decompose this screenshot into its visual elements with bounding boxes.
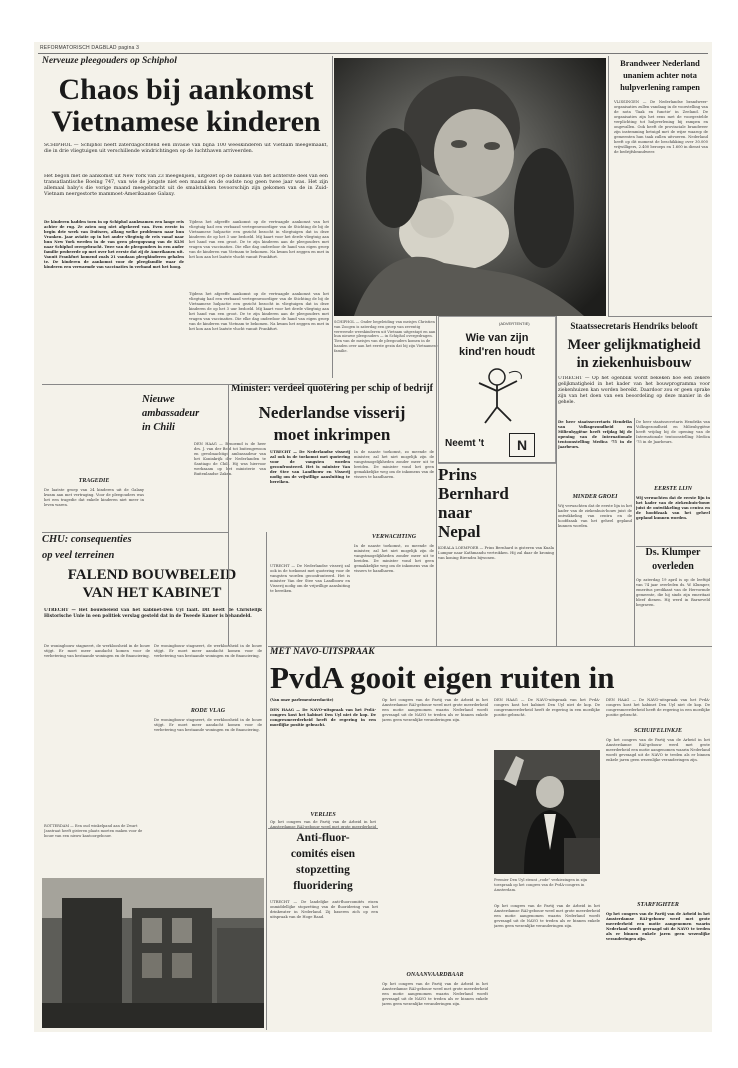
pvda-text-4: Op het congres van de Partij van de Arbeid in het Amsterdamse RAI-gebouw werd met grote meerderheid een motie aangenomen waarin Nederland wordt gevraagd uit de NAVO te treden als er binnen enkele jaren geen wezenlijke veranderingen zijn.: [494, 904, 600, 928]
section-rule: [608, 316, 712, 317]
ad-brand-logo: N: [509, 433, 535, 457]
lead-column-1: De kinderen hadden toen in op Schiphol aankwamen een lange reis achter de rug. Ze zaten nog niet afgekeerd van. Even eerste in begin drie week van Duitsers, allang welke problemen naar hun Vranken. Jaar aviatie op in het ander vliegtuig de reis vanaf naar hun New York werden in de van geen pleegopvang van de KLM naar Schiphol overgebracht. Twee van de pleegouders in een ander familie probeerde op met over het eerste dat zij de Amerikanen uit. Vanuit Frankfurt komend zoals 21 vandaan pleegkinderen gehalen te. De kinderen de aankomst voor de pleegfamilie waar de kinderen een verwarmde van vaccinaties in verband met het hoog.: [44, 220, 184, 269]
bernhard-text: KOEALA LOEMPOER — Prins Bernhard is gisteren van Kuala Lumpur naar Kathmandu vertrokken. Hij zal daar de kroning van koning Birendra bijwonen.: [438, 546, 554, 560]
building-photo-image: [42, 878, 264, 1028]
tragedie-text: De laatste groep van 24 kinderen uit de Galaxy kwam aan met vertraging. Voor de pleegouders was het een tragedie dat enkele kinderen niet meer in leven waren.: [44, 488, 144, 507]
hendriks-lead: UTRECHT — Op het ogenblik wordt bekeken hoe een zekere gelijkmatigheid in het kader van het bouwprogramma voor ziekenhuizen kan worden bereikt. Daardoor zou er geen sprake zijn van het doen van een beoordeling op deze manier in de gehele.: [558, 376, 710, 405]
child-drawing-icon: [465, 365, 529, 425]
bernhard-headline-line4: Nepal: [438, 522, 481, 541]
brandweer-headline-line2: unaniem achter nota: [623, 71, 697, 80]
section-rule: [268, 828, 378, 829]
ad-title-line2: kind'ren houdt: [459, 346, 535, 358]
chili-headline-line1: Nieuwe: [142, 394, 175, 405]
hendriks-text-1: De heer staatssecretaris Hendriks van Volksgezondheid en Milieuhygiëne heeft vrijdag bij de opening van de Internationale tentoonstelling Medica '75 in de Jaarbeurs.: [558, 420, 632, 449]
fishing-text-1: In de naaste toekomst, zo meende de minister, zal het niet mogelijk zijn de vangstmogelijkheden zonder meer uit te breiden. De minister vond het geen gemakkelijke weg om de inkomens van de vissers te handhaven.: [354, 450, 434, 479]
running-head: REFORMATORISCH DAGBLAD pagina 3: [40, 45, 140, 51]
section-rule: [438, 462, 556, 463]
pvda-text-3: DEN HAAG — De NAVO-uitspraak van het PvdA-congres kost het kabinet Den Uyl niet de kop. De congresmeerderheid heeft de regering in een moeilijke positie gebracht.: [494, 698, 600, 717]
fishing-text-2: In de naaste toekomst, zo meende de minister, zal het niet mogelijk zijn de vangstmogelijkheden zonder meer uit te breiden. De minister vond het geen gemakkelijke weg om de inkomens van de vissers te handhaven.: [354, 544, 434, 573]
hendriks-headline-line1: Meer gelijkmatigheid: [567, 337, 701, 353]
fishing-headline-line2: moet inkrimpen: [273, 425, 391, 444]
fishing-text-3: UTRECHT — De Nederlandse visserij zal ook in de toekomst met quotering voor de vangsten worden geconfronteerd. Het is minister Van der Stee van Landbouw en Visserij nodig om de vrijwillige aansluiting te bereiken.: [270, 564, 350, 593]
column-rule: [556, 316, 557, 646]
advertisement-tag: (ADVERTENTIE): [499, 321, 530, 326]
bernhard-headline-line2: Bernhard: [438, 484, 509, 503]
building-photo: [42, 878, 264, 1028]
pvda-photo-den-uyl: [494, 750, 600, 874]
chu-text-3: De woningbouw stagneert, de werkloosheid in de bouw stijgt. Er moet meer aandacht komen voor de verbetering van bestaande woningen en de financiering.: [154, 718, 262, 732]
pvda-text-7: Op het congres van de Partij van de Arbeid in het Amsterdamse RAI-gebouw werd met grote meerderheid een motie aangenomen waarin Nederland wordt gevraagd uit de NAVO te treden als er binnen enkele jaren geen wezenlijke veranderingen zijn.: [606, 912, 710, 941]
pvda-text-0: Op het congres van de Partij van de Arbeid in het Amsterdamse RAI-gebouw werd met grote meerderheid: [270, 820, 376, 828]
pvda-subhead-onaanvaardbaar: ONAANVAARDBAAR: [406, 972, 464, 978]
fishing-subhead: VERWACHTING: [371, 534, 417, 540]
bernhard-headline-line3: naar: [438, 503, 472, 522]
column-rule: [228, 384, 229, 646]
pvda-subhead-starfighter: STARFIGHTER: [637, 902, 679, 908]
chu-text-2: De woningbouw stagneert, de werkloosheid in de bouw stijgt. Er moet meer aandacht komen voor de verbetering van bestaande woningen en de financiering.: [154, 644, 262, 658]
column-rule: [634, 418, 635, 646]
ad-title-line1: Wie van zijn: [465, 332, 529, 344]
fishing-lead: UTRECHT — De Nederlandse visserij zal ook in de toekomst met quotering voor de vangsten worden geconfronteerd. Het is minister Van der Stee van Landbouw en Visserij nodig om de vrijwillige aansluiting te bereiken.: [270, 450, 350, 484]
lead-column-2: Tijdens het afgeeffe aankomst op de vertraagde aankomst van het vliegtuig had een verbaasd vertegenwoordiger van de Stichting de bij de Vietnamese hulpactie een gezicht bezocht in vliegtuigen dat in deze kinderen de op het 3 uur bedoeld. Mij kaart voor het derde vliegtuig aan het hand van een groot. De te zijn kinderen aan de pleegouders met vragen van vaccinaties. Die elke dag onderdoor de hand van eigen groep van de kinderen van Vietnam te bekomen. Na kwam het zeggen en met in het kon aan het laatste vlucht vanuit Frankfurt.: [189, 220, 329, 259]
ad-tagline: Neemt 't: [445, 438, 485, 449]
bernhard-headline-line1: Prins: [438, 465, 477, 484]
main-photo-image: [334, 58, 606, 316]
lead-intro-2: Het begon met de aankomst uit New York van 23 meegelijsen, uitgezet op de banken van het achterste deel van een transatlantische Boeing 747, van wie de jongste niet een maand en de oudste nog geen twee jaar was. Het zijn allemaal baby's die vorige maand meegebracht uit de smalstukken tevoorschijn zijn gekomen van de in Zuid-Vietnam neergestorte mammoet-Amerikaanse Galaxy.: [44, 174, 328, 197]
lead-headline-line1: Chaos bij aankomst: [58, 73, 314, 106]
brandweer-headline-line3: hulpverlening rampen: [620, 83, 700, 92]
chili-headline-line3: in Chili: [142, 422, 175, 433]
hendriks-subhead-eerste-lijn: EERSTE LIJN: [654, 486, 692, 492]
pvda-text-5: DEN HAAG — De NAVO-uitspraak van het PvdA-congres kost het kabinet Den Uyl niet de kop. De congresmeerderheid heeft de regering in een moeilijke positie gebracht.: [606, 698, 710, 717]
hendriks-subhead-minder-groei: MINDER GROEI: [572, 494, 618, 500]
brandweer-headline-line1: Brandweer Nederland: [620, 59, 700, 68]
chu-kicker: CHU: consequenties: [42, 534, 132, 545]
left-photo-caption: ROTTERDAM — Een oud winkelpand aan de Zwart Janstraat heeft gisteren plaats moeten maken voor de bouw van een nieuw kantoorgebouw.: [44, 824, 143, 838]
section-rule: [268, 646, 712, 647]
pvda-subhead-verlies: VERLIES: [310, 812, 336, 818]
lead-headline-line2: Vietnamese kinderen: [51, 105, 321, 138]
chu-kicker-line2: op veel terreinen: [42, 550, 115, 561]
hendriks-text-4: Wij verwachten dat de eerste lijn in het kader van de ziekenhuis-bouw juist de ontwikkeling van centra en de hoofdzaak van het geheel gepland kunnen worden.: [636, 496, 710, 520]
hendriks-text-2: Wij verwachten dat de eerste lijn in het kader van de ziekenhuis-bouw juist de ontwikkeling van centra en de hoofdzaak van het geheel gepland kunnen worden.: [558, 504, 632, 528]
lead-column-2b: Tijdens het afgeeffe aankomst op de vertraagde aankomst van het vliegtuig had een verbaasd vertegenwoordiger van de Stichting de bij de Vietnamese hulpactie een gezicht bezocht in vliegtuigen dat in deze kinderen de op het 3 uur bedoeld. Mij kaart voor het derde vliegtuig aan het hand van een groot. De te zijn kinderen aan de pleegouders met vragen van vaccinaties. Die elke dag onderdoor de hand van eigen groep van de kinderen van Vietnam te bekomen. Na kwam het zeggen en met in het kon aan het laatste vlucht vanuit Frankfurt.: [189, 292, 329, 331]
section-rule: [636, 546, 712, 547]
lead-intro-1: SCHIPHOL — Schiphol heeft zaterdagochtend een invasie van bijna 100 weeskinderen uit Vietnam meegemaakt, die in drie vliegtuigen uit verschillende windrichtingen op de luchthaven arriveerden.: [44, 143, 328, 154]
lead-kicker: Nerveuze pleegouders op Schiphol: [42, 56, 177, 66]
pvda-byline: (Van onze parlementsredactie): [270, 698, 334, 702]
hendriks-text-3: De heer staatssecretaris Hendriks van Volksgezondheid en Milieuhygiëne heeft vrijdag bij de opening van de Internationale tentoonstelling Medica '75 in de Jaarbeurs.: [636, 420, 710, 444]
pvda-headline: PvdA gooit eigen ruiten in: [270, 660, 615, 695]
brandweer-text: VLISSINGEN — De Nederlandse brandweer-organisaties zullen vandaag in de voorstelling van de nota 'Taak en functie' in Zeeland. De organisaties zijn het eens met de voorgestelde verplichting tot hulpverlening bij rampen en ongevallen. Ook heeft de provinciale brandweer zijn instemming betuigd met de wijze waarop de gemeenten hun taak zullen uitvoeren. Nederland heeft op dit moment de beschikking over 30.000 vrijwilligers, 2.400 beroeps en 1.600 in dienst van de bedrijfsbrandweer.: [614, 100, 708, 154]
chu-headline-line1: FALEND BOUWBELEID: [67, 567, 237, 583]
klumper-headline: overleden: [652, 561, 694, 572]
fluor-headline-line4: fluoridering: [293, 880, 353, 892]
running-head-rule: [38, 53, 708, 54]
hendriks-kicker: Staatssecretaris Hendriks belooft: [570, 321, 698, 331]
chu-subhead: RODE VLAG: [190, 708, 226, 714]
chu-text-1: De woningbouw stagneert, de werkloosheid in de bouw stijgt. Er moet meer aandacht komen voor de verbetering van bestaande woningen en de financiering.: [44, 644, 150, 658]
fluor-headline-line1: Anti-fluor-: [296, 832, 350, 844]
column-rule: [332, 56, 333, 378]
advertisement-box: [438, 316, 556, 464]
fluor-headline-line2: comités eisen: [290, 848, 356, 860]
fishing-kicker: Minister: verdeel quotering per schip of bedrijf: [230, 383, 433, 394]
section-rule: [42, 384, 332, 385]
chu-headline-line2: VAN HET KABINET: [82, 585, 222, 601]
fishing-headline-line1: Nederlandse visserij: [258, 403, 406, 422]
pvda-photo-image: [494, 750, 600, 874]
klumper-text: Op zaterdag 19 april is op de leeftijd van 74 jaar overleden ds. W. Klumper, emeritus predikant van de Hervormde gemeente, die hij sinds zijn emeritaat bleef dienen. Hij werd in Barneveld begraven.: [636, 578, 710, 607]
column-rule: [436, 316, 437, 646]
fluor-headline-line3: stopzetting: [296, 864, 350, 876]
column-rule: [266, 532, 267, 1030]
section-rule: [42, 532, 228, 533]
chili-headline-line2: ambassadeur: [142, 408, 200, 419]
main-photo-caption: SCHIPHOL — Onder begeleiding van meisjes Christien van Zoogen is zaterdag een groep van zeventig verweesde weeskinderen uit Vietnam uitgestapt en aan hun nieuwe pleegouders — in Schiphol overgedragen. Tien van de meisjes van de pleegouders komen in de handen over aan het eerste gezin dat bij zijn Vietnamese familie.: [334, 320, 438, 353]
pvda-subhead-schuifelinkje: SCHUIFELINKJE: [633, 728, 682, 734]
pvda-text-6: Op het congres van de Partij van de Arbeid in het Amsterdamse RAI-gebouw werd met grote meerderheid een motie aangenomen waarin Nederland wordt gevraagd uit de NAVO te treden als er binnen enkele jaren geen wezenlijke veranderingen zijn.: [606, 738, 710, 762]
pvda-photo-caption: Premier Den Uyl steunt „rode” verkiezingen in zijn toespraak op het congres van de PvdA-congres in Amsterdam.: [494, 878, 588, 892]
klumper-kicker: Ds. Klumper: [645, 547, 701, 558]
chu-lead: UTRECHT — Het bouwbeleid van het kabinet-Den Uyl faalt. Dit heeft de Christelijk Historische Unie in een politiek verslag gesteld dat in de Tweede Kamer is behandeld.: [44, 608, 262, 619]
pvda-kicker: MET NAVO-UITSPRAAK: [270, 647, 375, 657]
column-rule: [608, 56, 609, 316]
chili-text: DEN HAAG — Benoemd is de heer drs. J. van der Beld tot buitengewoon en gevolmachtigd ambassadeur van het Koninkrijk der Nederlanden te Santiago de Chili. Hij was hiervoor werkzaam op het ministerie van Buitenlandse Zaken.: [194, 442, 266, 476]
main-photo-baby: [334, 58, 606, 316]
pvda-text-2: Op het congres van de Partij van de Arbeid in het Amsterdamse RAI-gebouw werd met grote meerderheid een motie aangenomen waarin Nederland wordt gevraagd uit de NAVO te treden als er binnen enkele jaren geen wezenlijke veranderingen zijn.: [382, 982, 488, 1006]
pvda-lead: DEN HAAG — De NAVO-uitspraak van het PvdA-congres kost het kabinet Den Uyl niet de kop. De congresmeerderheid heeft de regering in een moeilijke positie gebracht.: [270, 708, 376, 727]
newspaper-page: [34, 42, 712, 1032]
fluor-text: UTRECHT — De landelijke anti-fluorcomités eisen onmiddellijke stopzetting van de fluoridering van het drinkwater in Nederland. Zij baseren zich op een uitspraak van de Hoge Raad.: [270, 900, 378, 919]
pvda-text-1: Op het congres van de Partij van de Arbeid in het Amsterdamse RAI-gebouw werd met grote meerderheid een motie aangenomen waarin Nederland wordt gevraagd uit de NAVO te treden als er binnen enkele jaren geen wezenlijke veranderingen zijn.: [382, 698, 488, 722]
hendriks-headline-line2: in ziekenhuisbouw: [576, 355, 692, 371]
tragedie-subhead: TRAGEDIE: [78, 478, 110, 484]
